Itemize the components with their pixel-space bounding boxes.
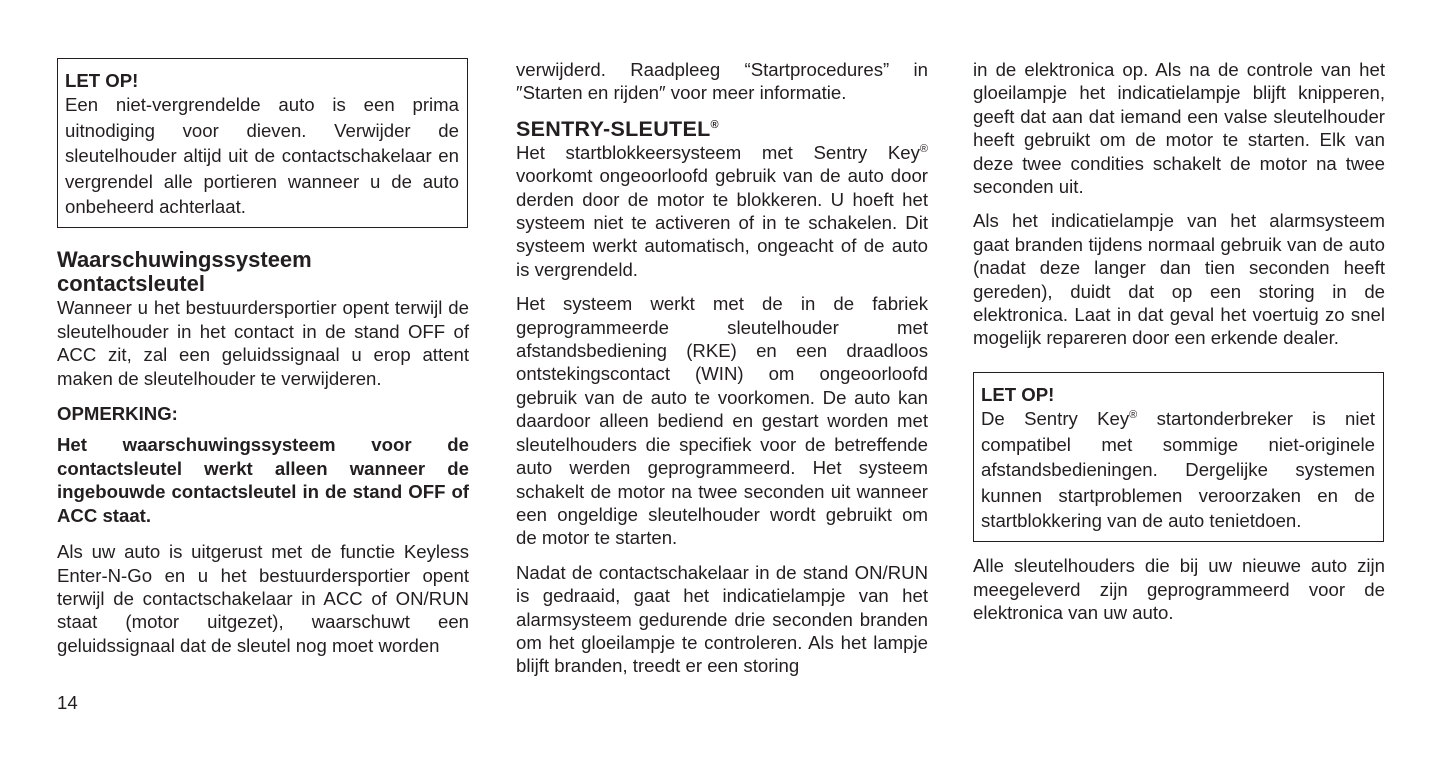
heading-text: SENTRY-SLEUTEL <box>516 116 711 141</box>
paragraph-part: Het startblokkeersysteem met Sentry Key <box>516 141 920 163</box>
heading-line-2: contactsleutel <box>57 271 205 297</box>
registered-mark: ® <box>710 118 719 131</box>
note-title: OPMERKING: <box>57 403 178 425</box>
paragraph: Het systeem werkt met de in de fabriek geprogrammeerde sleutelhouder met afstandsbediening (RKE) en een draadloos ontstekingscontact (WIN) om ongeoorloofd gebruik van de auto te voorkomen. De auto kan daardoor alleen bediend en gestart worden met sleutelhouders die specifiek voor de betreffende auto werden geprogrammeerd. Het systeem schakelt de motor na twee seconden uit wanneer een ongeldige sleutelhouder wordt gebruikt om de motor te starten. <box>516 293 928 549</box>
column-1 <box>57 58 469 657</box>
paragraph: Nadat de contactschakelaar in de stand ON/RUN is gedraaid, gaat het indicatielampje van het alarmsysteem gedurende drie seconden branden om het gloeilampje te controleren. Als het lampje blijft branden, treedt er een storing <box>516 561 928 677</box>
page-number: 14 <box>57 692 78 713</box>
paragraph: Alle sleutelhouders die bij uw nieuwe auto zijn meegeleverd zijn geprogrammeerd voor de elektronica van uw auto. <box>973 555 1385 624</box>
warning-text-part: De Sentry Key <box>981 408 1130 430</box>
warning-box <box>57 58 468 228</box>
paragraph-part: voorkomt ongeoorloofd gebruik van de auto door derden door de motor te blokkeren. U hoeft het systeem niet te activeren of in te schakelen. Dit systeem werkt automatisch, ongeacht of de auto is vergrendeld. <box>516 165 928 280</box>
heading-line-1: Waarschuwingssysteem <box>57 247 312 273</box>
warning-title: LET OP! <box>65 70 139 91</box>
paragraph: Als uw auto is uitgerust met de functie Keyless Enter-N-Go en u het bestuurdersportier opent terwijl de contactschakelaar in ACC of ON/RUN staat (motor uitgezet), waarschuwt een geluidssignaal dat de sleutel nog moet worden <box>57 541 469 656</box>
registered-mark: ® <box>1129 409 1138 422</box>
column-3 <box>973 58 1385 625</box>
warning-text: Een niet-vergrendelde auto is een prima uitnodiging voor dieven. Verwijder de sleutelhouder altijd uit de contactschakelaar en vergrendel alle portieren wanneer u de auto onbeheerd achterlaat. <box>65 94 459 218</box>
warning-text-part: startonderbreker is niet compatibel met sommige niet-originele afstandsbedieningen. Dergelijke systemen kunnen startproblemen veroorzaken en de startblokkering van de auto tenietdoen. <box>981 408 1375 531</box>
note-text: Het waarschuwingssysteem voor de contactsleutel werkt alleen wanneer de ingebouwde contactsleutel in de stand OFF of ACC staat. <box>57 434 469 526</box>
paragraph: verwijderd. Raadpleeg “Startprocedures” in ″Starten en rijden″ voor meer informatie. <box>516 59 928 104</box>
paragraph: in de elektronica op. Als na de controle van het gloeilampje het indicatielampje blijft knipperen, geeft dat aan dat iemand een valse sleutelhouder heeft gebruikt om de motor te starten. Elk van deze twee condities schakelt de motor na twee seconden uit. <box>973 59 1385 198</box>
registered-mark: ® <box>919 142 928 155</box>
warning-box <box>973 372 1384 542</box>
column-2 <box>516 58 928 678</box>
section-heading <box>57 248 469 296</box>
warning-text <box>981 406 1375 533</box>
warning-title: LET OP! <box>981 383 1055 405</box>
paragraph: Als het indicatielampje van het alarmsysteem gaat branden tijdens normaal gebruik van de auto (nadat deze langer dan tien seconden heeft gereden), duidt dat op een storing in de elektronica. Laat in dat geval het voertuig zo snel mogelijk repareren door een erkende dealer. <box>973 210 1385 349</box>
paragraph <box>516 141 928 281</box>
section-heading <box>516 117 928 141</box>
paragraph: Wanneer u het bestuurdersportier opent terwijl de sleutelhouder in het contact in de stand OFF of ACC zit, zal een geluidssignaal u erop attent maken de sleutelhouder te verwijderen. <box>57 297 469 389</box>
